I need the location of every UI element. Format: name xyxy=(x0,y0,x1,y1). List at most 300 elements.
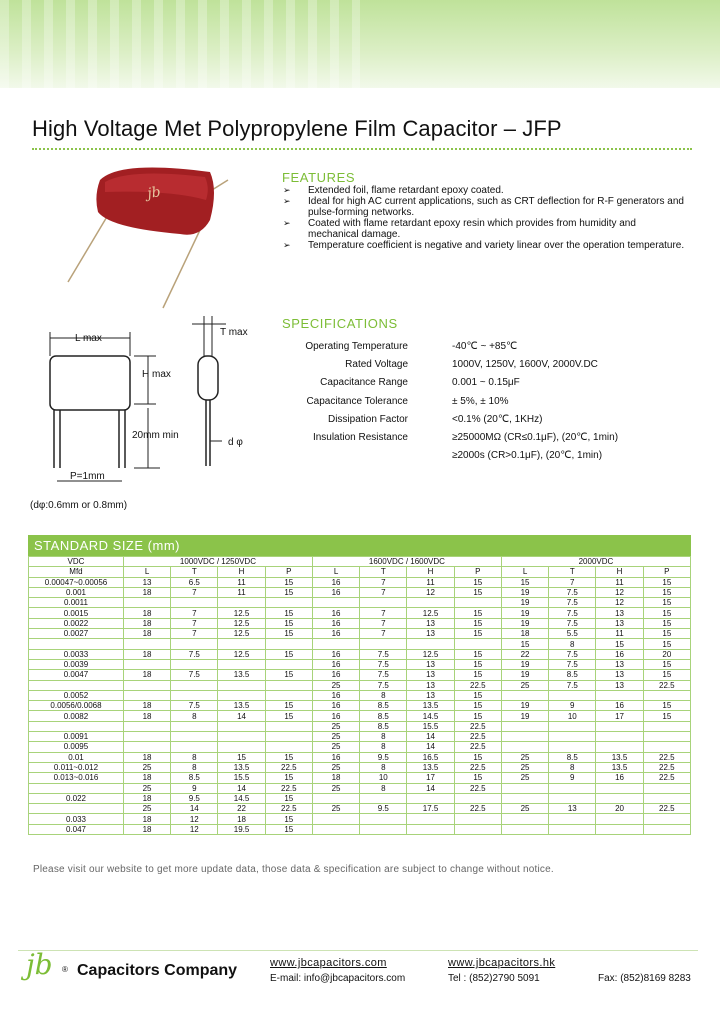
feature-item: ➢ Ideal for high AC current applications, such as CRT deflection for R-F generators and pulse-forming networks. xyxy=(283,196,688,218)
size-cell xyxy=(643,814,690,824)
size-cell: 9 xyxy=(171,783,218,793)
mfd-cell: 0.0027 xyxy=(29,629,124,639)
table-row xyxy=(29,773,691,783)
size-cell: 22.5 xyxy=(454,680,501,690)
mfd-cell: 0.047 xyxy=(29,824,124,834)
size-cell: 8 xyxy=(360,762,407,772)
table-row xyxy=(29,587,691,597)
size-cell: 15 xyxy=(454,701,501,711)
size-cell xyxy=(407,639,454,649)
size-cell: 15 xyxy=(265,608,312,618)
size-cell xyxy=(643,783,690,793)
h-max-label: H max xyxy=(142,369,171,380)
size-cell: 16 xyxy=(312,690,359,700)
spec-label: Capacitance Tolerance xyxy=(306,395,408,407)
mfd-cell: 0.0091 xyxy=(29,732,124,742)
size-cell xyxy=(407,793,454,803)
size-cell: 22.5 xyxy=(265,783,312,793)
size-cell: 25 xyxy=(123,762,170,772)
size-cell: 7.5 xyxy=(549,618,596,628)
size-cell xyxy=(360,639,407,649)
size-cell xyxy=(596,732,643,742)
size-cell: 25 xyxy=(312,783,359,793)
size-cell xyxy=(123,732,170,742)
size-cell: 22.5 xyxy=(265,762,312,772)
size-cell: 13.5 xyxy=(407,762,454,772)
mfd-cell: 0.0052 xyxy=(29,690,124,700)
size-cell: 14 xyxy=(218,783,265,793)
mfd-cell xyxy=(29,680,124,690)
size-cell xyxy=(218,732,265,742)
specifications-heading: SPECIFICATIONS xyxy=(282,316,398,331)
size-cell: 8 xyxy=(360,732,407,742)
mfd-cell: 0.0095 xyxy=(29,742,124,752)
mfd-cell: 0.022 xyxy=(29,793,124,803)
table-row xyxy=(29,649,691,659)
spec-row xyxy=(268,374,618,392)
page-title: High Voltage Met Polypropylene Film Capacitor – JFP xyxy=(32,116,562,141)
size-cell: 18 xyxy=(218,814,265,824)
size-cell xyxy=(171,639,218,649)
mfd-cell xyxy=(29,804,124,814)
size-cell: 7 xyxy=(360,608,407,618)
size-cell: 25 xyxy=(501,804,548,814)
size-cell: 13 xyxy=(596,659,643,669)
size-cell xyxy=(218,639,265,649)
size-cell: 25 xyxy=(501,762,548,772)
size-cell: 18 xyxy=(123,608,170,618)
size-cell xyxy=(454,598,501,608)
size-cell: 16 xyxy=(312,670,359,680)
size-cell: 8 xyxy=(171,762,218,772)
size-cell: 15 xyxy=(454,618,501,628)
specifications-list xyxy=(268,337,618,465)
size-cell: 13.5 xyxy=(218,762,265,772)
size-cell: 25 xyxy=(312,680,359,690)
l-max-label: L max xyxy=(75,333,102,344)
email-contact[interactable]: E-mail: info@jbcapacitors.com xyxy=(270,973,406,984)
size-cell: 18 xyxy=(123,824,170,834)
spec-row xyxy=(268,447,618,465)
size-cell: 15 xyxy=(454,587,501,597)
size-cell: 12.5 xyxy=(407,608,454,618)
size-cell xyxy=(218,680,265,690)
size-cell xyxy=(501,742,548,752)
size-cell: 15 xyxy=(265,618,312,628)
spec-value: ± 5%, ± 10% xyxy=(452,395,509,407)
col-header: P xyxy=(454,567,501,577)
size-cell: 15 xyxy=(643,670,690,680)
size-cell xyxy=(549,721,596,731)
size-cell: 13.5 xyxy=(596,752,643,762)
table-row xyxy=(29,680,691,690)
size-cell: 15 xyxy=(501,577,548,587)
table-row xyxy=(29,618,691,628)
table-row xyxy=(29,814,691,824)
size-cell: 15 xyxy=(265,773,312,783)
size-cell: 7 xyxy=(171,629,218,639)
size-cell: 10 xyxy=(360,773,407,783)
size-cell: 9.5 xyxy=(360,752,407,762)
size-cell: 18 xyxy=(123,629,170,639)
size-cell: 16 xyxy=(596,701,643,711)
size-cell: 13.5 xyxy=(218,701,265,711)
size-cell: 18 xyxy=(123,752,170,762)
size-cell xyxy=(596,742,643,752)
size-cell xyxy=(643,742,690,752)
size-cell: 7 xyxy=(360,587,407,597)
lead-length-label: 20mm min xyxy=(132,430,179,441)
table-row xyxy=(29,793,691,803)
size-cell xyxy=(454,814,501,824)
size-cell: 15 xyxy=(265,793,312,803)
footer-divider xyxy=(18,950,698,951)
size-cell: 15 xyxy=(265,629,312,639)
mfd-cell: 0.033 xyxy=(29,814,124,824)
dimension-diagram xyxy=(30,316,270,516)
size-cell: 13 xyxy=(596,670,643,680)
size-cell xyxy=(171,742,218,752)
table-row xyxy=(29,752,691,762)
size-cell xyxy=(549,814,596,824)
mfd-cell: 0.0047 xyxy=(29,670,124,680)
size-cell: 14.5 xyxy=(218,793,265,803)
size-cell xyxy=(643,732,690,742)
table-row xyxy=(29,577,691,587)
size-cell: 15 xyxy=(265,752,312,762)
size-cell xyxy=(265,680,312,690)
size-cell: 12 xyxy=(596,587,643,597)
size-cell: 12 xyxy=(596,598,643,608)
size-cell: 13.5 xyxy=(407,701,454,711)
size-cell xyxy=(596,721,643,731)
size-cell xyxy=(549,732,596,742)
col-header: H xyxy=(407,567,454,577)
capacitor-marking: jb xyxy=(146,184,162,202)
mfd-cell: 0.0056/0.0068 xyxy=(29,701,124,711)
size-cell xyxy=(312,639,359,649)
spec-row xyxy=(268,428,618,446)
size-cell xyxy=(171,598,218,608)
spec-label: Dissipation Factor xyxy=(327,413,408,425)
size-cell: 10 xyxy=(549,711,596,721)
col-header: P xyxy=(265,567,312,577)
size-cell: 13 xyxy=(596,608,643,618)
size-cell: 13.5 xyxy=(218,670,265,680)
size-cell xyxy=(501,732,548,742)
size-cell xyxy=(312,793,359,803)
capacitor-photo xyxy=(60,160,235,315)
size-cell: 13 xyxy=(407,629,454,639)
size-cell: 22 xyxy=(501,649,548,659)
size-cell: 12.5 xyxy=(218,608,265,618)
mfd-cell: 0.0082 xyxy=(29,711,124,721)
size-cell xyxy=(265,598,312,608)
size-cell: 22.5 xyxy=(454,742,501,752)
size-cell: 15 xyxy=(643,618,690,628)
size-cell xyxy=(123,742,170,752)
size-cell xyxy=(312,814,359,824)
size-cell: 15 xyxy=(454,773,501,783)
company-logo: jb xyxy=(26,948,53,981)
size-cell xyxy=(265,690,312,700)
col-header: T xyxy=(171,567,218,577)
spec-row xyxy=(268,392,618,410)
size-cell xyxy=(549,690,596,700)
size-cell: 16 xyxy=(312,711,359,721)
size-cell: 7.5 xyxy=(171,701,218,711)
website-link-com[interactable]: www.jbcapacitors.com xyxy=(270,957,387,969)
size-cell xyxy=(501,783,548,793)
size-cell: 15 xyxy=(454,659,501,669)
vdc-label: VDC xyxy=(29,557,124,567)
size-cell: 7 xyxy=(171,587,218,597)
table-header-row xyxy=(29,557,691,567)
size-cell: 7 xyxy=(549,577,596,587)
mfd-cell: 0.0022 xyxy=(29,618,124,628)
size-cell: 7.5 xyxy=(360,670,407,680)
size-cell: 16 xyxy=(596,649,643,659)
size-cell xyxy=(549,783,596,793)
size-cell: 17.5 xyxy=(407,804,454,814)
size-cell: 15 xyxy=(265,701,312,711)
size-cell xyxy=(218,721,265,731)
size-cell: 19 xyxy=(501,618,548,628)
mfd-label: Mfd xyxy=(29,567,124,577)
size-cell: 22.5 xyxy=(265,804,312,814)
size-cell: 8 xyxy=(360,783,407,793)
size-cell xyxy=(501,793,548,803)
size-cell: 7.5 xyxy=(549,649,596,659)
spec-value: 1000V, 1250V, 1600V, 2000V.DC xyxy=(452,358,598,370)
size-cell: 15 xyxy=(454,629,501,639)
size-cell: 15 xyxy=(454,711,501,721)
size-cell: 7.5 xyxy=(549,608,596,618)
size-cell: 8.5 xyxy=(171,773,218,783)
mfd-cell xyxy=(29,721,124,731)
size-cell: 22.5 xyxy=(643,762,690,772)
col-header: T xyxy=(549,567,596,577)
size-cell: 15 xyxy=(265,577,312,587)
size-cell: 25 xyxy=(312,762,359,772)
size-cell: 20 xyxy=(643,649,690,659)
size-cell xyxy=(171,732,218,742)
size-cell xyxy=(360,814,407,824)
size-cell xyxy=(171,690,218,700)
mfd-cell: 0.00047~0.00056 xyxy=(29,577,124,587)
size-cell: 5.5 xyxy=(549,629,596,639)
spec-value: <0.1% (20℃, 1KHz) xyxy=(452,413,543,425)
size-cell: 13 xyxy=(596,618,643,628)
standard-size-table xyxy=(28,556,691,835)
size-cell: 11 xyxy=(407,577,454,587)
col-header: T xyxy=(360,567,407,577)
size-cell: 15 xyxy=(643,629,690,639)
size-cell: 22 xyxy=(218,804,265,814)
col-header: H xyxy=(218,567,265,577)
size-cell xyxy=(643,824,690,834)
size-cell: 14 xyxy=(171,804,218,814)
size-cell xyxy=(265,639,312,649)
mfd-cell: 0.011~0.012 xyxy=(29,762,124,772)
size-cell: 15 xyxy=(501,639,548,649)
col-header: L xyxy=(312,567,359,577)
size-cell: 15 xyxy=(643,701,690,711)
size-cell: 7 xyxy=(360,618,407,628)
size-cell: 16 xyxy=(312,577,359,587)
spec-label: Operating Temperature xyxy=(305,340,408,352)
size-cell: 22.5 xyxy=(643,752,690,762)
table-row xyxy=(29,783,691,793)
col-header: L xyxy=(501,567,548,577)
size-cell xyxy=(407,824,454,834)
spec-value: 0.001 ~ 0.15μF xyxy=(452,377,520,389)
mfd-cell: 0.0033 xyxy=(29,649,124,659)
company-name: Capacitors Company xyxy=(77,962,238,979)
spec-row xyxy=(268,355,618,373)
size-cell: 7.5 xyxy=(549,587,596,597)
lead-note: (dφ:0.6mm or 0.8mm) xyxy=(30,500,128,511)
size-cell xyxy=(549,742,596,752)
size-cell xyxy=(312,824,359,834)
size-cell: 18 xyxy=(123,711,170,721)
size-cell: 19 xyxy=(501,711,548,721)
col-header: H xyxy=(596,567,643,577)
feature-item: ➢ Coated with flame retardant epoxy resin which provides from humidity and mechanical damage. xyxy=(283,218,688,240)
group-header: 1000VDC / 1250VDC xyxy=(123,557,312,567)
size-cell: 13 xyxy=(407,618,454,628)
size-cell: 15 xyxy=(265,814,312,824)
website-link-hk[interactable]: www.jbcapacitors.hk xyxy=(448,957,556,969)
size-cell xyxy=(360,793,407,803)
size-cell: 15 xyxy=(643,587,690,597)
size-cell xyxy=(501,824,548,834)
size-cell xyxy=(265,742,312,752)
size-cell xyxy=(360,824,407,834)
size-cell: 7 xyxy=(171,608,218,618)
size-cell: 11 xyxy=(218,577,265,587)
telephone-contact: Tel : (852)2790 5091 xyxy=(448,973,540,984)
size-cell: 19 xyxy=(501,598,548,608)
spec-row xyxy=(268,337,618,355)
size-cell xyxy=(123,721,170,731)
size-cell xyxy=(123,598,170,608)
size-cell: 14 xyxy=(407,742,454,752)
size-cell: 6.5 xyxy=(171,577,218,587)
size-cell: 12.5 xyxy=(218,618,265,628)
table-row xyxy=(29,824,691,834)
size-cell: 7.5 xyxy=(549,659,596,669)
table-row xyxy=(29,762,691,772)
size-cell: 16 xyxy=(312,629,359,639)
table-row xyxy=(29,659,691,669)
size-cell: 7 xyxy=(360,577,407,587)
size-cell: 7.5 xyxy=(360,659,407,669)
size-cell: 19 xyxy=(501,670,548,680)
spec-label: Capacitance Range xyxy=(320,377,408,389)
size-cell xyxy=(643,793,690,803)
size-cell: 17 xyxy=(407,773,454,783)
table-row xyxy=(29,742,691,752)
size-cell: 7 xyxy=(171,618,218,628)
size-cell: 8 xyxy=(171,752,218,762)
size-cell: 8 xyxy=(549,639,596,649)
size-cell xyxy=(407,598,454,608)
size-cell: 9.5 xyxy=(171,793,218,803)
title-divider xyxy=(32,148,692,152)
size-cell: 7.5 xyxy=(171,649,218,659)
size-cell: 8.5 xyxy=(549,752,596,762)
col-header: P xyxy=(643,567,690,577)
size-cell: 25 xyxy=(501,773,548,783)
mfd-cell: 0.0039 xyxy=(29,659,124,669)
registered-mark: ® xyxy=(62,965,68,974)
size-cell: 11 xyxy=(596,629,643,639)
size-cell xyxy=(265,659,312,669)
size-cell xyxy=(454,639,501,649)
size-cell: 15.5 xyxy=(218,773,265,783)
size-cell: 15 xyxy=(265,649,312,659)
size-cell: 11 xyxy=(596,577,643,587)
size-cell: 11 xyxy=(218,587,265,597)
size-cell: 22.5 xyxy=(454,762,501,772)
size-cell: 15 xyxy=(454,670,501,680)
size-cell xyxy=(123,690,170,700)
table-row xyxy=(29,608,691,618)
features-list xyxy=(283,185,688,251)
disclaimer-note: Please visit our website to get more update data, those data & specification are subject to change without notice. xyxy=(33,864,554,875)
spec-label: Insulation Resistance xyxy=(312,432,408,444)
size-cell: 22.5 xyxy=(454,732,501,742)
size-cell xyxy=(123,680,170,690)
spec-row xyxy=(268,410,618,428)
size-cell: 25 xyxy=(312,804,359,814)
size-cell: 7.5 xyxy=(171,670,218,680)
size-cell: 18 xyxy=(123,649,170,659)
size-cell: 25 xyxy=(123,783,170,793)
size-cell: 15 xyxy=(454,752,501,762)
size-cell: 19 xyxy=(501,659,548,669)
spec-value: ≥2000s (CR>0.1μF), (20℃, 1min) xyxy=(452,450,603,462)
size-cell: 7.5 xyxy=(360,680,407,690)
size-cell: 8 xyxy=(549,762,596,772)
table-row xyxy=(29,629,691,639)
size-cell: 16 xyxy=(312,659,359,669)
size-cell: 25 xyxy=(312,732,359,742)
feature-item: ➢ Extended foil, flame retardant epoxy coated. xyxy=(283,185,688,196)
size-cell: 8 xyxy=(360,690,407,700)
size-cell: 15 xyxy=(643,639,690,649)
size-cell: 7.5 xyxy=(549,598,596,608)
size-cell: 22.5 xyxy=(454,721,501,731)
standard-size-heading: STANDARD SIZE (mm) xyxy=(28,535,691,556)
size-cell: 15 xyxy=(454,649,501,659)
size-cell: 15 xyxy=(643,577,690,587)
size-cell: 13 xyxy=(407,670,454,680)
mfd-cell: 0.0011 xyxy=(29,598,124,608)
size-cell xyxy=(218,742,265,752)
size-cell: 25 xyxy=(501,752,548,762)
size-cell: 12.5 xyxy=(407,649,454,659)
size-cell: 25 xyxy=(501,680,548,690)
size-cell xyxy=(265,721,312,731)
size-cell xyxy=(454,824,501,834)
spec-label: Rated Voltage xyxy=(345,358,408,370)
size-cell xyxy=(360,598,407,608)
size-cell: 16 xyxy=(312,587,359,597)
size-cell: 16 xyxy=(312,608,359,618)
size-cell xyxy=(643,721,690,731)
